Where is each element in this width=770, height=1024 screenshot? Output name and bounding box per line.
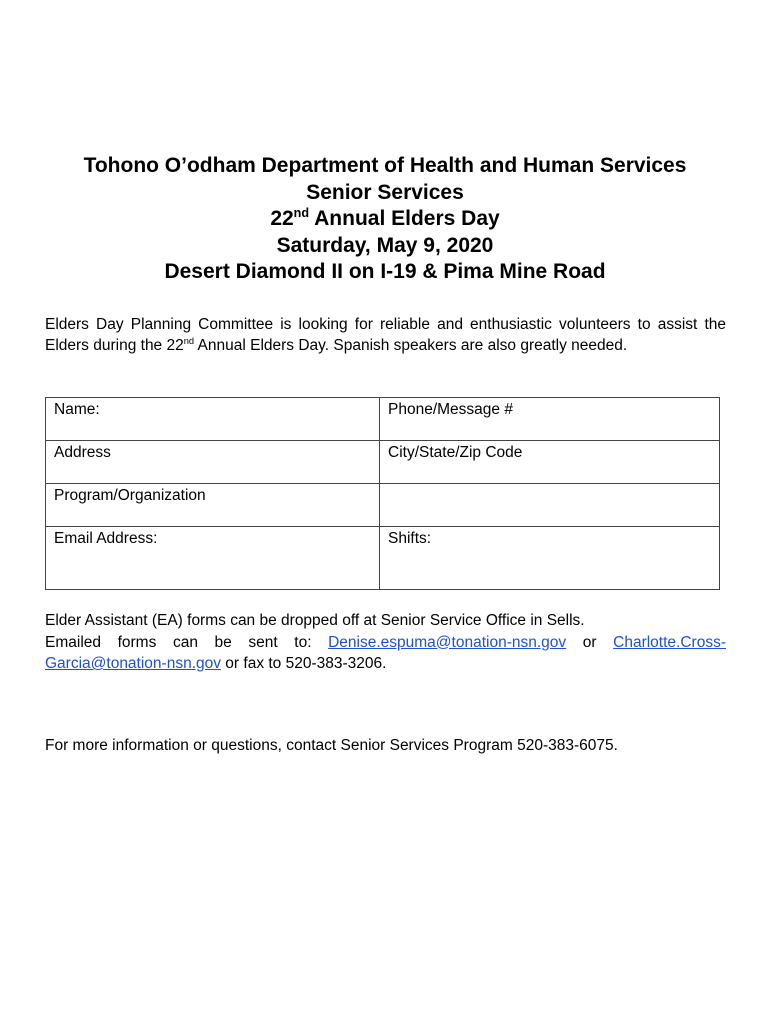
address-field[interactable] — [46, 441, 380, 484]
city-state-zip-field[interactable] — [380, 441, 720, 484]
form-row-address — [46, 441, 720, 484]
intro-text-end: Annual Elders Day. Spanish speakers are also greatly needed. — [194, 337, 628, 354]
department-title: Tohono O’odham Department of Health and Human Services — [83, 154, 687, 177]
name-label: Name: — [54, 401, 100, 418]
phone-label: Phone/Message # — [388, 401, 513, 418]
intro-paragraph — [45, 314, 726, 356]
emailed-forms-text: Emailed forms can be sent to: — [45, 633, 329, 651]
document-header — [0, 153, 770, 286]
email-link-charlotte[interactable]: Charlotte.Cross-Garcia@tonation-nsn.gov — [45, 633, 726, 672]
shifts-label: Shifts: — [388, 530, 432, 547]
city-state-zip-label: City/State/Zip Code — [388, 444, 523, 461]
intro-text-start: Elders Day Planning Committee is looking for reliable and enthusiastic volunteers to assist the Elders during the 22 — [45, 316, 726, 354]
program-organization-field[interactable] — [46, 484, 380, 527]
event-date: Saturday, May 9, 2020 — [276, 233, 494, 257]
or-text: or — [566, 633, 614, 651]
fax-text: or fax to 520-383-3206. — [221, 655, 387, 672]
dropoff-text: Elder Assistant (EA) forms can be dropped off at Senior Service Office in Sells. — [45, 612, 585, 629]
event-number: 22 — [270, 207, 294, 230]
email-address-label: Email Address: — [54, 530, 158, 547]
form-row-email — [46, 527, 720, 590]
email-address-field[interactable] — [46, 527, 380, 590]
event-name: Annual Elders Day — [309, 207, 500, 230]
event-ordinal-suffix: nd — [293, 206, 310, 220]
email-link-denise[interactable]: Denise.espuma@tonation-nsn.gov — [328, 633, 567, 651]
program-title: Senior Services — [306, 180, 464, 204]
volunteer-form-table — [45, 397, 720, 590]
dropoff-instructions — [45, 610, 726, 675]
contact-info: For more information or questions, contact Senior Services Program 520-383-6075. — [45, 737, 618, 754]
phone-field[interactable] — [380, 398, 720, 441]
program-right-field[interactable] — [380, 484, 720, 527]
form-row-name — [46, 398, 720, 441]
event-location: Desert Diamond II on I-19 & Pima Mine Road — [164, 260, 606, 283]
event-title — [0, 206, 770, 233]
form-row-program — [46, 484, 720, 527]
program-organization-label: Program/Organization — [54, 487, 206, 504]
shifts-field[interactable] — [380, 527, 720, 590]
name-field[interactable] — [46, 398, 380, 441]
intro-ordinal-suffix: nd — [183, 335, 195, 346]
address-label: Address — [54, 444, 111, 461]
